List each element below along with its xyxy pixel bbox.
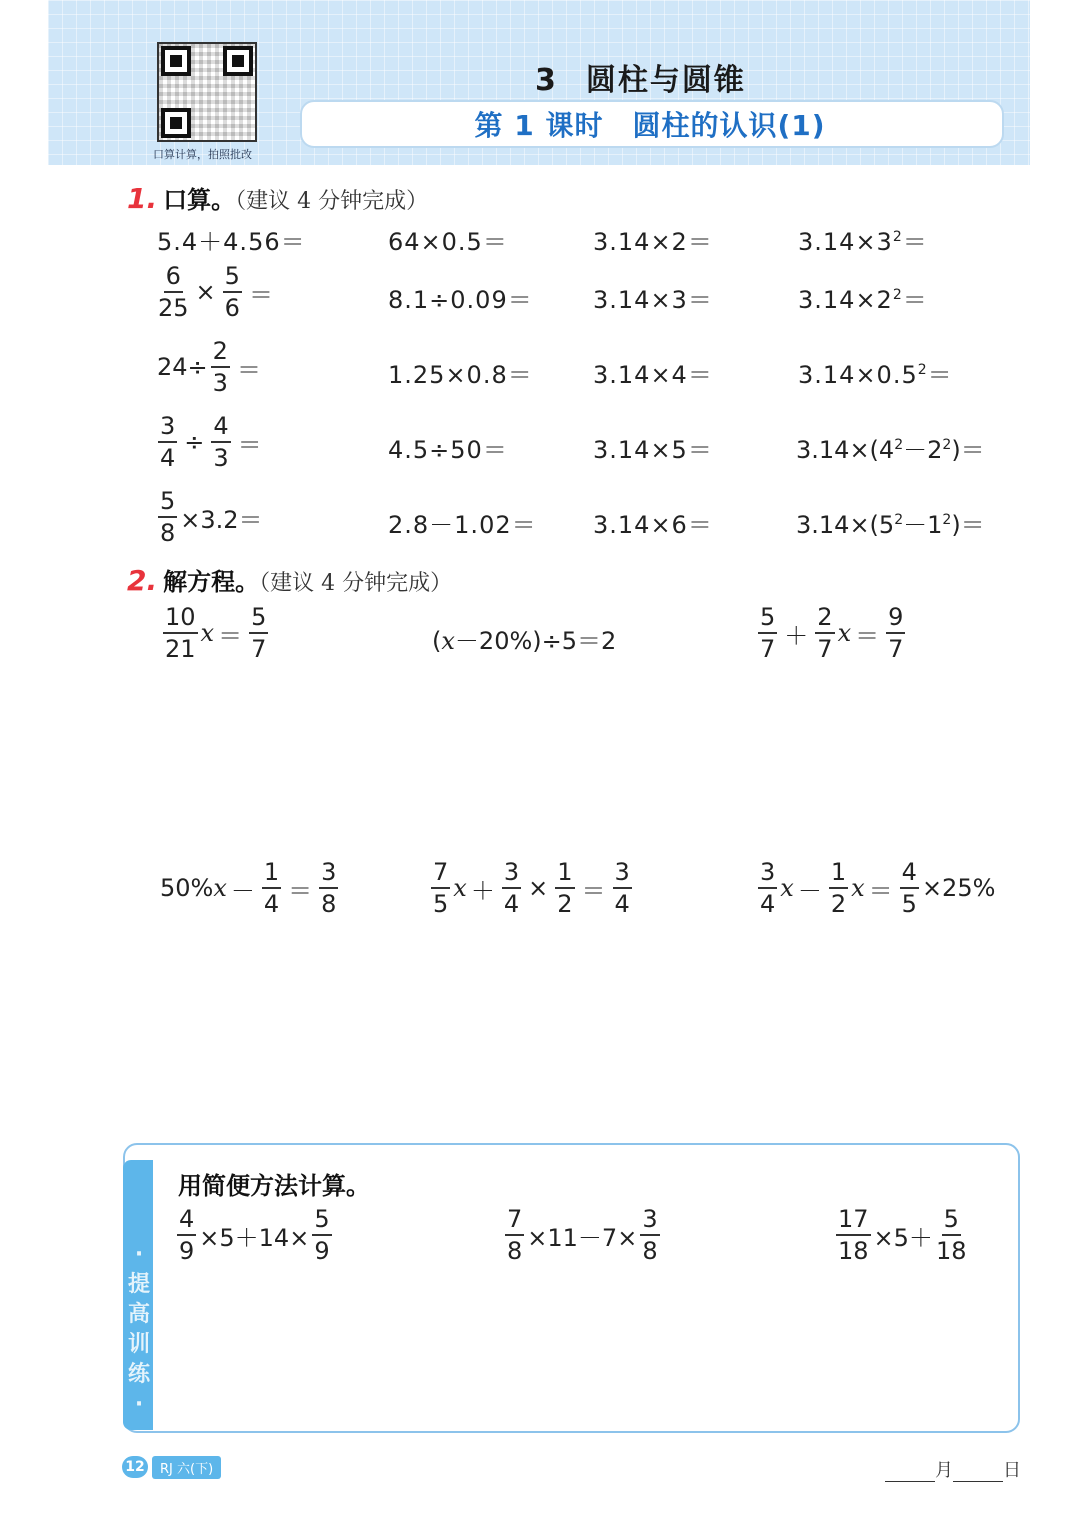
improvement-tab-label: ·提高训练· <box>128 1242 151 1417</box>
oral-r2c4-base: 3.14×2 <box>798 286 893 314</box>
expr-part: ×25% <box>921 874 996 902</box>
oral-r2c3: 3.14×3＝ <box>593 286 713 314</box>
numerator: 1 <box>262 860 281 889</box>
denominator: 25 <box>158 294 189 322</box>
unit-number: 3 <box>535 63 558 98</box>
section-2-heading <box>127 562 452 597</box>
oral-r5c2: 2.8－1.02＝ <box>388 511 537 539</box>
operator: × <box>195 278 216 306</box>
denominator: 2 <box>557 890 573 918</box>
fraction <box>158 489 177 545</box>
denominator: 4 <box>160 444 176 472</box>
denominator: 3 <box>213 444 229 472</box>
fraction <box>502 860 521 916</box>
equation-3 <box>755 605 908 661</box>
expr-part: ×5＋ <box>873 1223 933 1252</box>
operator: － <box>797 876 822 905</box>
oral-r2c2: 8.1÷0.09＝ <box>388 286 533 314</box>
variable: x <box>200 619 215 647</box>
section-1-label: 口算。 <box>163 186 236 214</box>
numerator: 5 <box>223 264 242 293</box>
fraction <box>319 860 338 916</box>
numerator: 6 <box>164 264 183 293</box>
denominator: 6 <box>224 294 240 322</box>
oral-r5c3: 3.14×6＝ <box>593 511 713 539</box>
numerator: 4 <box>177 1207 196 1236</box>
denominator: 5 <box>901 890 917 918</box>
denominator: 9 <box>314 1237 330 1265</box>
numerator: 1 <box>555 860 574 889</box>
oral-r4c3: 3.14×5＝ <box>593 436 713 464</box>
fraction <box>312 1207 331 1263</box>
fraction <box>758 605 777 661</box>
footer-badge <box>122 1456 221 1478</box>
fraction <box>177 1207 196 1263</box>
exponent: 2 <box>894 437 904 453</box>
numerator: 5 <box>158 489 177 518</box>
oral-r3c3: 3.14×4＝ <box>593 361 713 389</box>
numerator: 2 <box>211 339 230 368</box>
oral-r2c4 <box>798 280 928 315</box>
numerator: 17 <box>836 1207 871 1236</box>
denominator: 7 <box>817 635 833 663</box>
fraction <box>505 1207 524 1263</box>
numerator: 10 <box>163 605 198 634</box>
denominator: 5 <box>433 890 449 918</box>
lesson-title: 第 1 课时 圆柱的认识(1) <box>474 109 826 142</box>
variable: x <box>453 874 467 902</box>
date-line <box>885 1456 1021 1482</box>
equation-6 <box>755 860 995 916</box>
oral-r3c4-exp: 2 <box>917 362 928 378</box>
page-number: 12 <box>122 1456 148 1478</box>
numerator: 5 <box>249 605 268 634</box>
equals: ＝ <box>855 621 880 650</box>
denominator: 18 <box>935 1237 967 1265</box>
denominator: 2 <box>830 890 847 918</box>
day-blank[interactable] <box>953 1463 1003 1482</box>
numerator: 4 <box>211 414 230 443</box>
unit-name: 圆柱与圆锥 <box>585 63 746 98</box>
denominator: 4 <box>503 890 520 918</box>
expr-part: ×5＋14× <box>199 1223 310 1252</box>
fraction <box>262 860 281 916</box>
numerator: 3 <box>613 860 632 889</box>
numerator: 7 <box>431 860 450 889</box>
oral-r3c4-tail: ＝ <box>927 361 953 389</box>
denominator: 4 <box>760 890 776 918</box>
equation-4 <box>160 860 341 916</box>
fraction <box>249 605 268 661</box>
oral-r4c1 <box>155 414 266 470</box>
fraction <box>158 414 177 470</box>
numerator: 4 <box>900 860 919 889</box>
expr-part: －20%)÷5＝2 <box>454 627 617 655</box>
fraction <box>936 1207 967 1263</box>
oral-r1c1: 5.4＋4.56＝ <box>157 228 306 256</box>
oral-r4c4 <box>796 430 985 465</box>
equals: ＝ <box>236 355 261 384</box>
qr-code-icon[interactable] <box>157 42 257 142</box>
numerator: 3 <box>158 414 177 443</box>
month-label: 月 <box>935 1460 953 1481</box>
fraction <box>758 860 777 916</box>
fraction <box>555 860 574 916</box>
expr-part: －1 <box>903 511 943 539</box>
denominator: 7 <box>888 635 904 663</box>
oral-r1c4 <box>798 222 928 257</box>
oral-r2c1 <box>155 264 277 320</box>
numerator: 3 <box>319 860 338 889</box>
variable: x <box>837 619 852 647</box>
fraction <box>640 1207 659 1263</box>
equation-5 <box>428 860 635 916</box>
section-2-label: 解方程。 <box>163 568 260 596</box>
expr-part: 50% <box>160 874 214 902</box>
oral-r2c4-tail: ＝ <box>902 286 928 314</box>
numerator: 9 <box>886 605 905 634</box>
expr-part: 3.14×(4 <box>796 436 895 464</box>
numerator: 5 <box>312 1207 331 1236</box>
oral-r1c4-exp: 2 <box>892 229 903 245</box>
book-label: RJ 六(下) <box>152 1456 221 1479</box>
denominator: 4 <box>614 890 630 918</box>
denominator: 9 <box>179 1237 195 1265</box>
numerator: 7 <box>505 1207 524 1236</box>
numerator: 3 <box>502 860 521 889</box>
fraction <box>158 264 189 320</box>
fraction <box>836 1207 871 1263</box>
variable: x <box>441 627 455 655</box>
fraction <box>900 860 919 916</box>
section-2-number: 2. <box>127 564 158 597</box>
fraction <box>431 860 450 916</box>
expr-part: ( <box>432 627 442 655</box>
unit-title <box>535 55 746 99</box>
oral-r3c1-pre: 24÷ <box>157 353 208 381</box>
oral-r5c1 <box>155 489 263 545</box>
denominator: 4 <box>263 890 280 918</box>
section-1-number: 1. <box>127 182 158 215</box>
fraction <box>815 605 834 661</box>
denominator: 3 <box>212 369 228 397</box>
denominator: 21 <box>165 635 196 663</box>
denominator: 7 <box>760 635 776 663</box>
equals: ＝ <box>288 876 313 905</box>
fraction <box>211 339 230 395</box>
qr-finder <box>223 46 253 76</box>
oral-r3c4-base: 3.14×0.5 <box>798 361 918 389</box>
expr-part: )＝ <box>951 511 985 539</box>
operator: － <box>230 876 255 905</box>
expr-part: －2 <box>903 436 943 464</box>
oral-r1c3: 3.14×2＝ <box>593 228 713 256</box>
fraction <box>211 414 230 470</box>
operator: × <box>528 874 549 902</box>
operator: ＋ <box>784 621 809 650</box>
operator: ＋ <box>470 876 495 905</box>
box-title: 用简便方法计算。 <box>178 1172 370 1200</box>
section-1-heading <box>127 180 428 215</box>
oral-r3c4 <box>798 355 953 390</box>
calc-2 <box>502 1207 663 1263</box>
variable: x <box>780 874 794 902</box>
fraction <box>163 605 198 661</box>
variable: x <box>213 874 227 902</box>
denominator: 18 <box>838 1237 869 1265</box>
equals: ＝ <box>218 621 243 650</box>
oral-r1c4-base: 3.14×3 <box>798 228 893 256</box>
numerator: 1 <box>829 860 848 889</box>
qr-caption: 口算计算，拍照批改 <box>153 148 252 161</box>
fraction <box>829 860 848 916</box>
denominator: 8 <box>160 519 176 547</box>
equals: ＝ <box>868 876 893 905</box>
month-blank[interactable] <box>885 1463 935 1482</box>
expr-part: 3.14×(5 <box>796 511 895 539</box>
oral-r5c1-tail: ×3.2＝ <box>180 505 263 534</box>
oral-r3c1 <box>157 339 265 395</box>
numerator: 2 <box>815 605 834 634</box>
oral-r5c4 <box>796 505 985 540</box>
section-1-hint: （建议 4 分钟完成） <box>235 189 429 214</box>
calc-1 <box>174 1207 335 1263</box>
qr-finder <box>161 46 191 76</box>
denominator: 8 <box>507 1237 523 1265</box>
equation-2 <box>432 621 616 656</box>
section-2-hint: （建议 4 分钟完成） <box>259 571 453 596</box>
day-label: 日 <box>1003 1460 1021 1481</box>
exponent: 2 <box>942 512 952 528</box>
fraction <box>223 264 242 320</box>
equals: ＝ <box>248 280 273 309</box>
denominator: 8 <box>642 1237 658 1265</box>
expr-part: )＝ <box>951 436 985 464</box>
variable: x <box>851 874 865 902</box>
qr-finder <box>161 108 191 138</box>
numerator: 5 <box>758 605 777 634</box>
numerator: 3 <box>758 860 777 889</box>
oral-r1c4-tail: ＝ <box>902 228 928 256</box>
exponent: 2 <box>894 512 904 528</box>
exponent: 2 <box>942 437 952 453</box>
operator: ÷ <box>184 428 205 456</box>
oral-r1c2: 64×0.5＝ <box>388 228 508 256</box>
oral-r3c2: 1.25×0.8＝ <box>388 361 533 389</box>
numerator: 5 <box>942 1207 961 1236</box>
equation-1 <box>160 605 271 661</box>
denominator: 8 <box>321 890 337 918</box>
calc-3 <box>833 1207 969 1263</box>
numerator: 3 <box>640 1207 659 1236</box>
oral-r4c2: 4.5÷50＝ <box>388 436 508 464</box>
expr-part: ×11－7× <box>527 1223 638 1252</box>
fraction <box>886 605 905 661</box>
oral-r2c4-exp: 2 <box>892 287 903 303</box>
equals: ＝ <box>237 430 262 459</box>
denominator: 7 <box>251 635 267 663</box>
equals: ＝ <box>581 876 606 905</box>
fraction <box>613 860 632 916</box>
